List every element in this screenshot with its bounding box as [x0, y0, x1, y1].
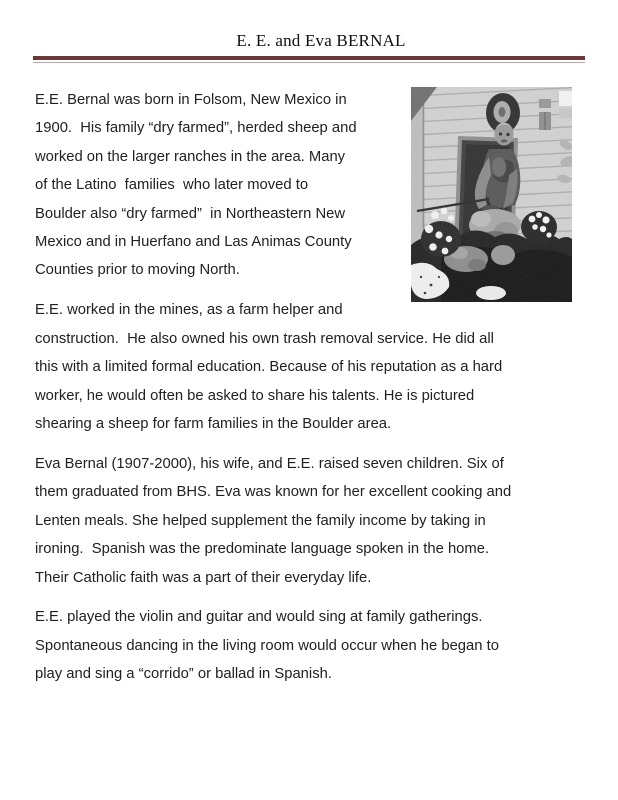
paragraph-music: E.E. played the violin and guitar and would sing at family gatherings. Spontaneous dancing in the living room would occur when he began to play and sing a “corrido” or ballad in Spanish.	[35, 609, 499, 683]
body-text	[35, 86, 587, 700]
title-rule	[33, 56, 585, 60]
page-title: E. E. and Eva BERNAL	[236, 31, 406, 50]
title-rule-thin	[33, 62, 585, 63]
title-row	[0, 30, 618, 52]
paragraph-birth-and-farming: E.E. Bernal was born in Folsom, New Mexico in 1900. His family “dry farmed”, herded sheep and worked on the larger ranches in the area. Many of the Latino families who later moved to Boulder also “dry farmed” in Northeastern New Mexico and in Huerfano and Las Animas County Counties prior to moving North.	[35, 92, 357, 279]
paragraph-work-history: E.E. worked in the mines, as a farm helper and construction. He also owned his own trash removal service. He did all this with a limited formal education. Because of his reputation as a hard worker, he would often be asked to share his talents. He is pictured shearing a sheep for farm families in the Boulder area.	[35, 302, 503, 432]
paragraph-eva-and-family: Eva Bernal (1907-2000), his wife, and E.E. raised seven children. Six of them graduated from BHS. Eva was known for her excellent cooking and Lenten meals. She helped supplement the family income by taking in ironing. Spanish was the predominate language spoken in the home. Their Catholic faith was a part of their everyday life.	[35, 455, 512, 586]
